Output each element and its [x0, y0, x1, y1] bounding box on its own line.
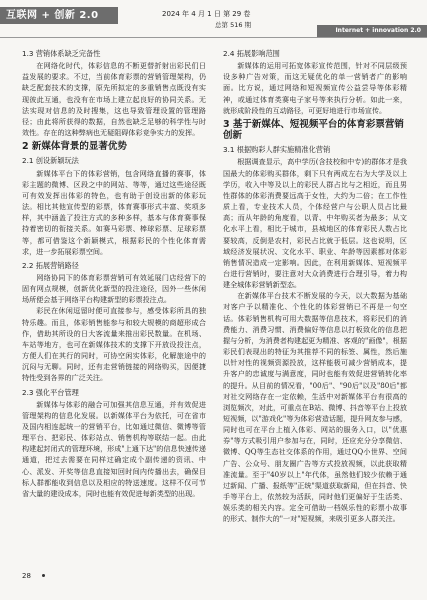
paragraph-2-2a: 网络协同下的体育彩票营销可有效延展门店经营下的固有网点规模，创新优化新型的投注途径，因外一些休闲场所便会基于网络平台构建新型的彩票投注点。 — [22, 272, 206, 305]
paragraph-2-2b: 彩民在休闲逗留时便可直接参与，感受体彩所具的独特乐趣。而且，体彩销售能参与和较大规模的商超形成合作，借助其所设的日大客流量来推出彩民数量。在机场、车站等地方，也可在新媒体技术的支撑下开放设投注点，方便人们在其行的同时，可协空闲实体彩，化解旅途中的沉闷与无聊。同时，还有走营销链接的网络购买，因便捷特性受到各界的广泛关注。 — [22, 306, 206, 383]
paragraph-2-3: 新媒体与体彩的融合可加强其信息互通，并有效促进管理架构的信息化发展。以新媒体平台为依托，可在省市及国内相连起统一的营销平台，比如通过微信、微博等管理平台、把彩民、体彩站点、销售机构等联结一起。由此构建起封闭式的管理环境，形成"上通下达"的信息快速传递通道，把过去需要在同样过确定成个副传递的资讯、中心、派发、开奖等信息直接知回时间内传播出去，确保目标人群都能收到信息以及相应的特送速度。这样不仅可节省大量的建设成本，同时也能有效促进每新类型的出现。 — [22, 399, 206, 498]
paragraph-3-1a: 根据调查显示，高中学历(含技校和中专)的群体才是我国最大的体彩购买群体，剩下只有两成左右为大学及以上学历，收入中等及以上的彩民人群占比与之相近，而且男性群体的体彩消费要远高于女性，大约为二倍；在工作性质上看，专业技术人员，个体经营户与公职人员占比最高；而从年龄的角度看，以青、中年购买者为最多；从文化水平上看，相比于城市，县城地区的体育彩民人数占比要较高，反倒是农村，彩民占比就于低层。这也说明，区域经济发展状况、文化水平、职业、年龄等因素都对体彩销售情况造成一定影响。因此，在利用新媒体、短视频平台进行营销时，要注意对大众消费进行合理引导，着力构建全城体彩营销新型态。 — [223, 157, 407, 290]
left-column — [22, 45, 206, 499]
paragraph-2-1: 新媒体平台下的体彩营销，包含网络直播的赛事，体彩主题的微博、区段之中的网站、等等，通过这些途径既可有效发挥出体彩的特色，也有助于创设出新的体彩玩法。相比其他宣传型的彩票，体育赛事形式丰富、奖项多样，其中涵盖了投注方式的多种多样，基本与体育赛事保持着密切的衔接关系。如赛马彩票、棒球彩票、足球彩票等，都可借鉴这个新颖模式，根据彩民的个性化体育需求，进一步拓展彩票空间。 — [22, 168, 206, 256]
paragraph-3-1b: 在新媒体平台技术不断发展的今天，以大数据为基础对客户予以精准化、个性化的体彩营销已不再是一句空话。体彩销售机构可用大数据等信息技术，将彩民们的消费能力、消费习惯、消费偏好等信息以打板致化的信息把握与分析，为消费者构建起更为精准、客观的"画像"，根据彩民们表现出的特征为其推荐不同的标签、属性，然后施以针对性的视频资源投放，这样能极可减少营销成本，提升客户的忠诚度与满意度，同时也能有效促进营销转化率的提升。从目前的情况看，"00后"、"90后"以及"80后"都对社交网络存在一定依赖，生活中对新媒体平台有很高的浏览频次，对此，可重点在B站、微博、抖音等平台上投放短视频，以"游戏化"等为体彩营造话题，提升网友参与感，同时也可在平台上植入体彩、网站的服务入口，以"优惠券"等方式吸引用户参加与在，同时，还应充分分享微信、微博、QQ等生态社交体系的作用，通过QQ小世界、空间广告、公众号、朋友圈广告等方式投放视频，以此获取精准流量。至于"40岁以上"年代体，虽然他们较少依赖于通过新闻、广播、报纸等"正统"渠道获取新闻，但在抖音、快手等平台上，依然较为活跃，同时他们更偏好于生活类、娱乐类的相关内容。定全可借助一档娱乐性的彩票小故事的形式、制作大的"一对"短视频，来吸引更多人群关注。 — [223, 291, 407, 524]
section-heading-2: 2 新媒体背景的显著优势 — [22, 141, 127, 153]
issue-number: 总第 516 期 — [215, 21, 252, 29]
section-heading-2-1: 2.1 创设新颖玩法 — [22, 156, 79, 166]
journal-title: 互联网 + 创新 2.0 — [0, 7, 118, 24]
header-rule — [0, 37, 427, 38]
journal-tagline: Internet + innovation 2.0 — [317, 25, 427, 37]
issue-date: 2024 年 4 月 1 日 第 29 卷 — [162, 10, 251, 18]
paragraph-2-4: 新媒体的运用可拓宽体彩宣传范围，针对不同层级预设多种广告对策，而这无疑优化的单一营销者广的影响面。比方说，通过网络和短视频宣传公益尝导等体彩精神，或通过体育类赛电子家号等来执行分析。如此一来，就形成阶段性的互动路径，可更好地进行市场宣传。 — [223, 61, 407, 115]
page-number: 28 — [22, 572, 31, 580]
section-heading-3-1: 3.1 根据购彩人群实施精准化营销 — [223, 145, 331, 155]
page-header — [0, 0, 427, 38]
section-heading-2-3: 2.3 强化平台管理 — [22, 387, 79, 397]
section-heading-2-2: 2.2 拓展营销路径 — [22, 260, 79, 270]
section-heading-1-3: 1.3 营销体系缺乏完备性 — [22, 49, 101, 58]
right-column — [223, 45, 407, 525]
section-heading-2-4: 2.4 拓展影响范围 — [223, 49, 280, 58]
section-heading-3: 3 基于新媒体、短视频平台的体育彩票营销创新 — [223, 118, 404, 142]
paragraph-1-3: 在网络化时代，体彩信息的不断更替折射出彩民们日益发展的要求。不过，当前体育彩票的营销管理架构，仍缺乏配套技术的支撑，原先所拟定的多重销售点既没有实现彼此互通，也没有在市场上建立起良好的协同关系。无法实现对信息的及时搜集，这也导致管理设置的管理路径；由此将所获得的数据，自然也缺乏足够的科学性与时效性。存在的这种弊病也无疑阻碍体彩竞争实力的发挥。 — [22, 61, 206, 138]
footer-bullet — [42, 574, 45, 577]
